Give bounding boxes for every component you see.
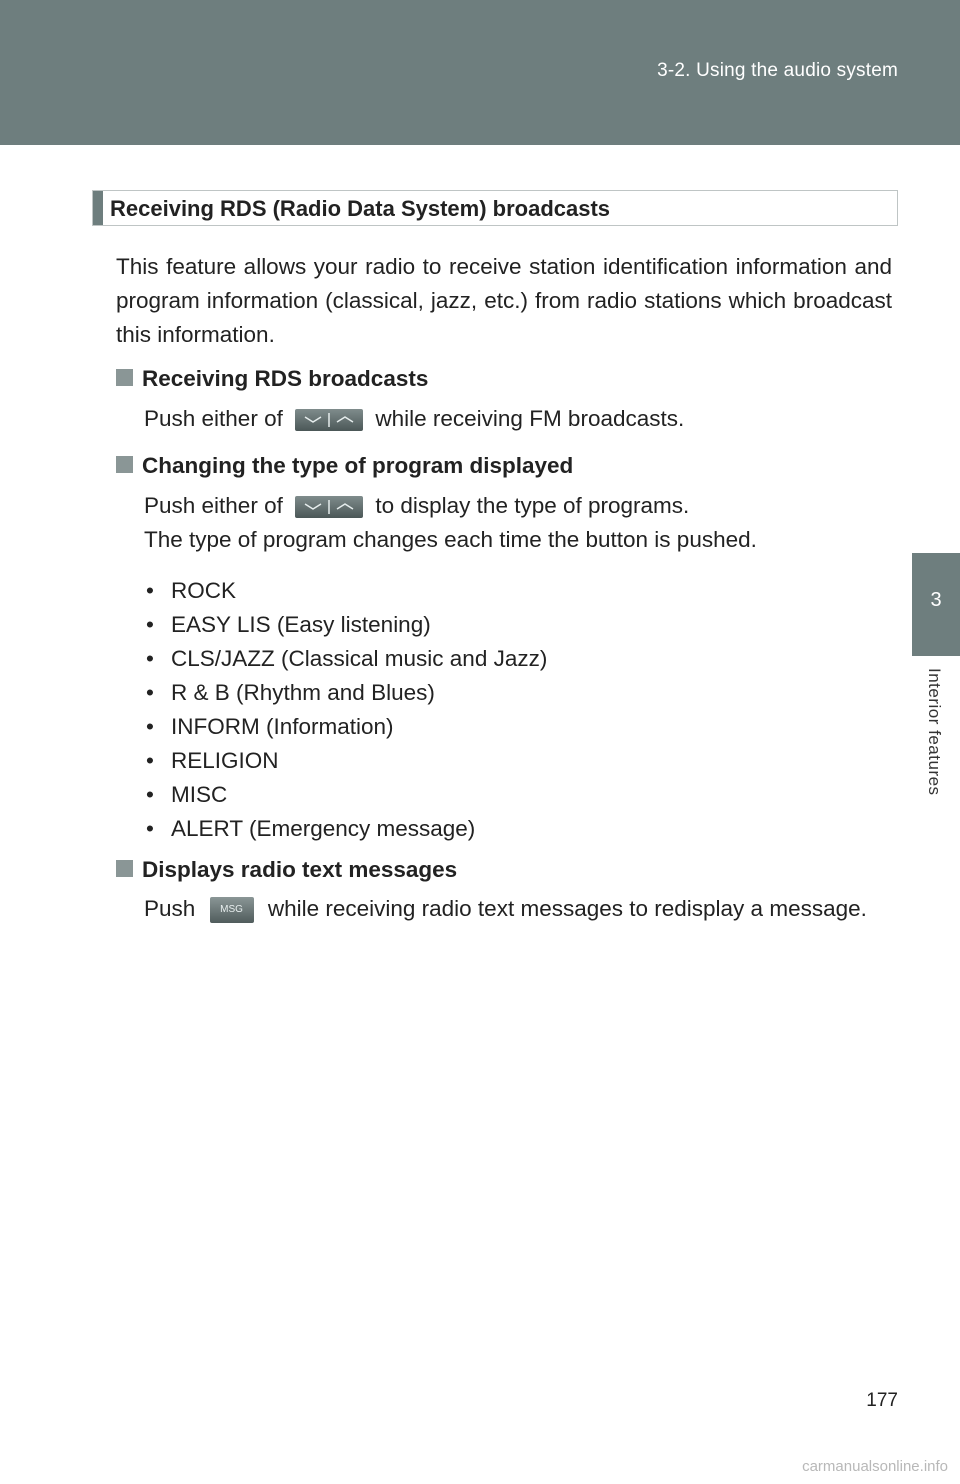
subheading-text: Changing the type of program displayed: [142, 453, 574, 478]
list-item: • EASY LIS (Easy listening): [146, 612, 431, 637]
section-title: Receiving RDS (Radio Data System) broadcasts: [110, 196, 611, 221]
down-up-arrows-button-icon: [295, 496, 363, 518]
instruction-line: [144, 896, 867, 923]
square-bullet-icon: [116, 456, 133, 473]
instruction-text: to display the type of programs.: [375, 493, 690, 518]
subheading-receiving-rds: [116, 366, 428, 392]
list-item: • MISC: [146, 782, 228, 807]
down-up-arrows-button-icon: [295, 409, 363, 431]
chapter-number: 3: [930, 589, 942, 611]
square-bullet-icon: [116, 369, 133, 386]
section-accent: [93, 191, 103, 225]
list-item: • ALERT (Emergency message): [146, 816, 476, 841]
list-item: • ROCK: [146, 578, 237, 603]
page-header: [0, 0, 960, 145]
square-bullet-icon: [116, 860, 133, 877]
instruction-line: [144, 493, 689, 519]
subheading-program-type: [116, 453, 573, 479]
instruction-note: The type of program changes each time the button is pushed.: [144, 527, 757, 552]
instruction-text: while receiving FM broadcasts.: [375, 406, 685, 431]
chapter-side-tab: [912, 553, 960, 656]
instruction-text: while receiving radio text messages to redisplay a message.: [267, 896, 867, 921]
subheading-text: Displays radio text messages: [142, 857, 458, 882]
chapter-side-label: Interior features: [925, 668, 944, 796]
section-heading: [92, 190, 898, 226]
watermark: carmanualsonline.info: [802, 1458, 948, 1475]
instruction-text: Push: [144, 896, 196, 921]
subheading-radio-text: [116, 857, 457, 883]
list-item: • R & B (Rhythm and Blues): [146, 680, 435, 705]
list-item: • INFORM (Information): [146, 714, 394, 739]
subheading-text: Receiving RDS broadcasts: [142, 366, 429, 391]
program-type-list: [144, 574, 547, 846]
page-number: 177: [866, 1390, 898, 1411]
list-item: • CLS/JAZZ (Classical music and Jazz): [146, 646, 548, 671]
section-intro: This feature allows your radio to receive station identification information and program information (classical, jazz, etc.) from radio stations which broadcast this information.: [116, 254, 892, 347]
list-item: • RELIGION: [146, 748, 279, 773]
instruction-text: Push either of: [144, 493, 283, 518]
msg-button-icon: MSG: [210, 897, 254, 923]
instruction-text: Push either of: [144, 406, 283, 431]
instruction-line: [144, 406, 684, 432]
chapter-title: 3-2. Using the audio system: [657, 60, 898, 81]
